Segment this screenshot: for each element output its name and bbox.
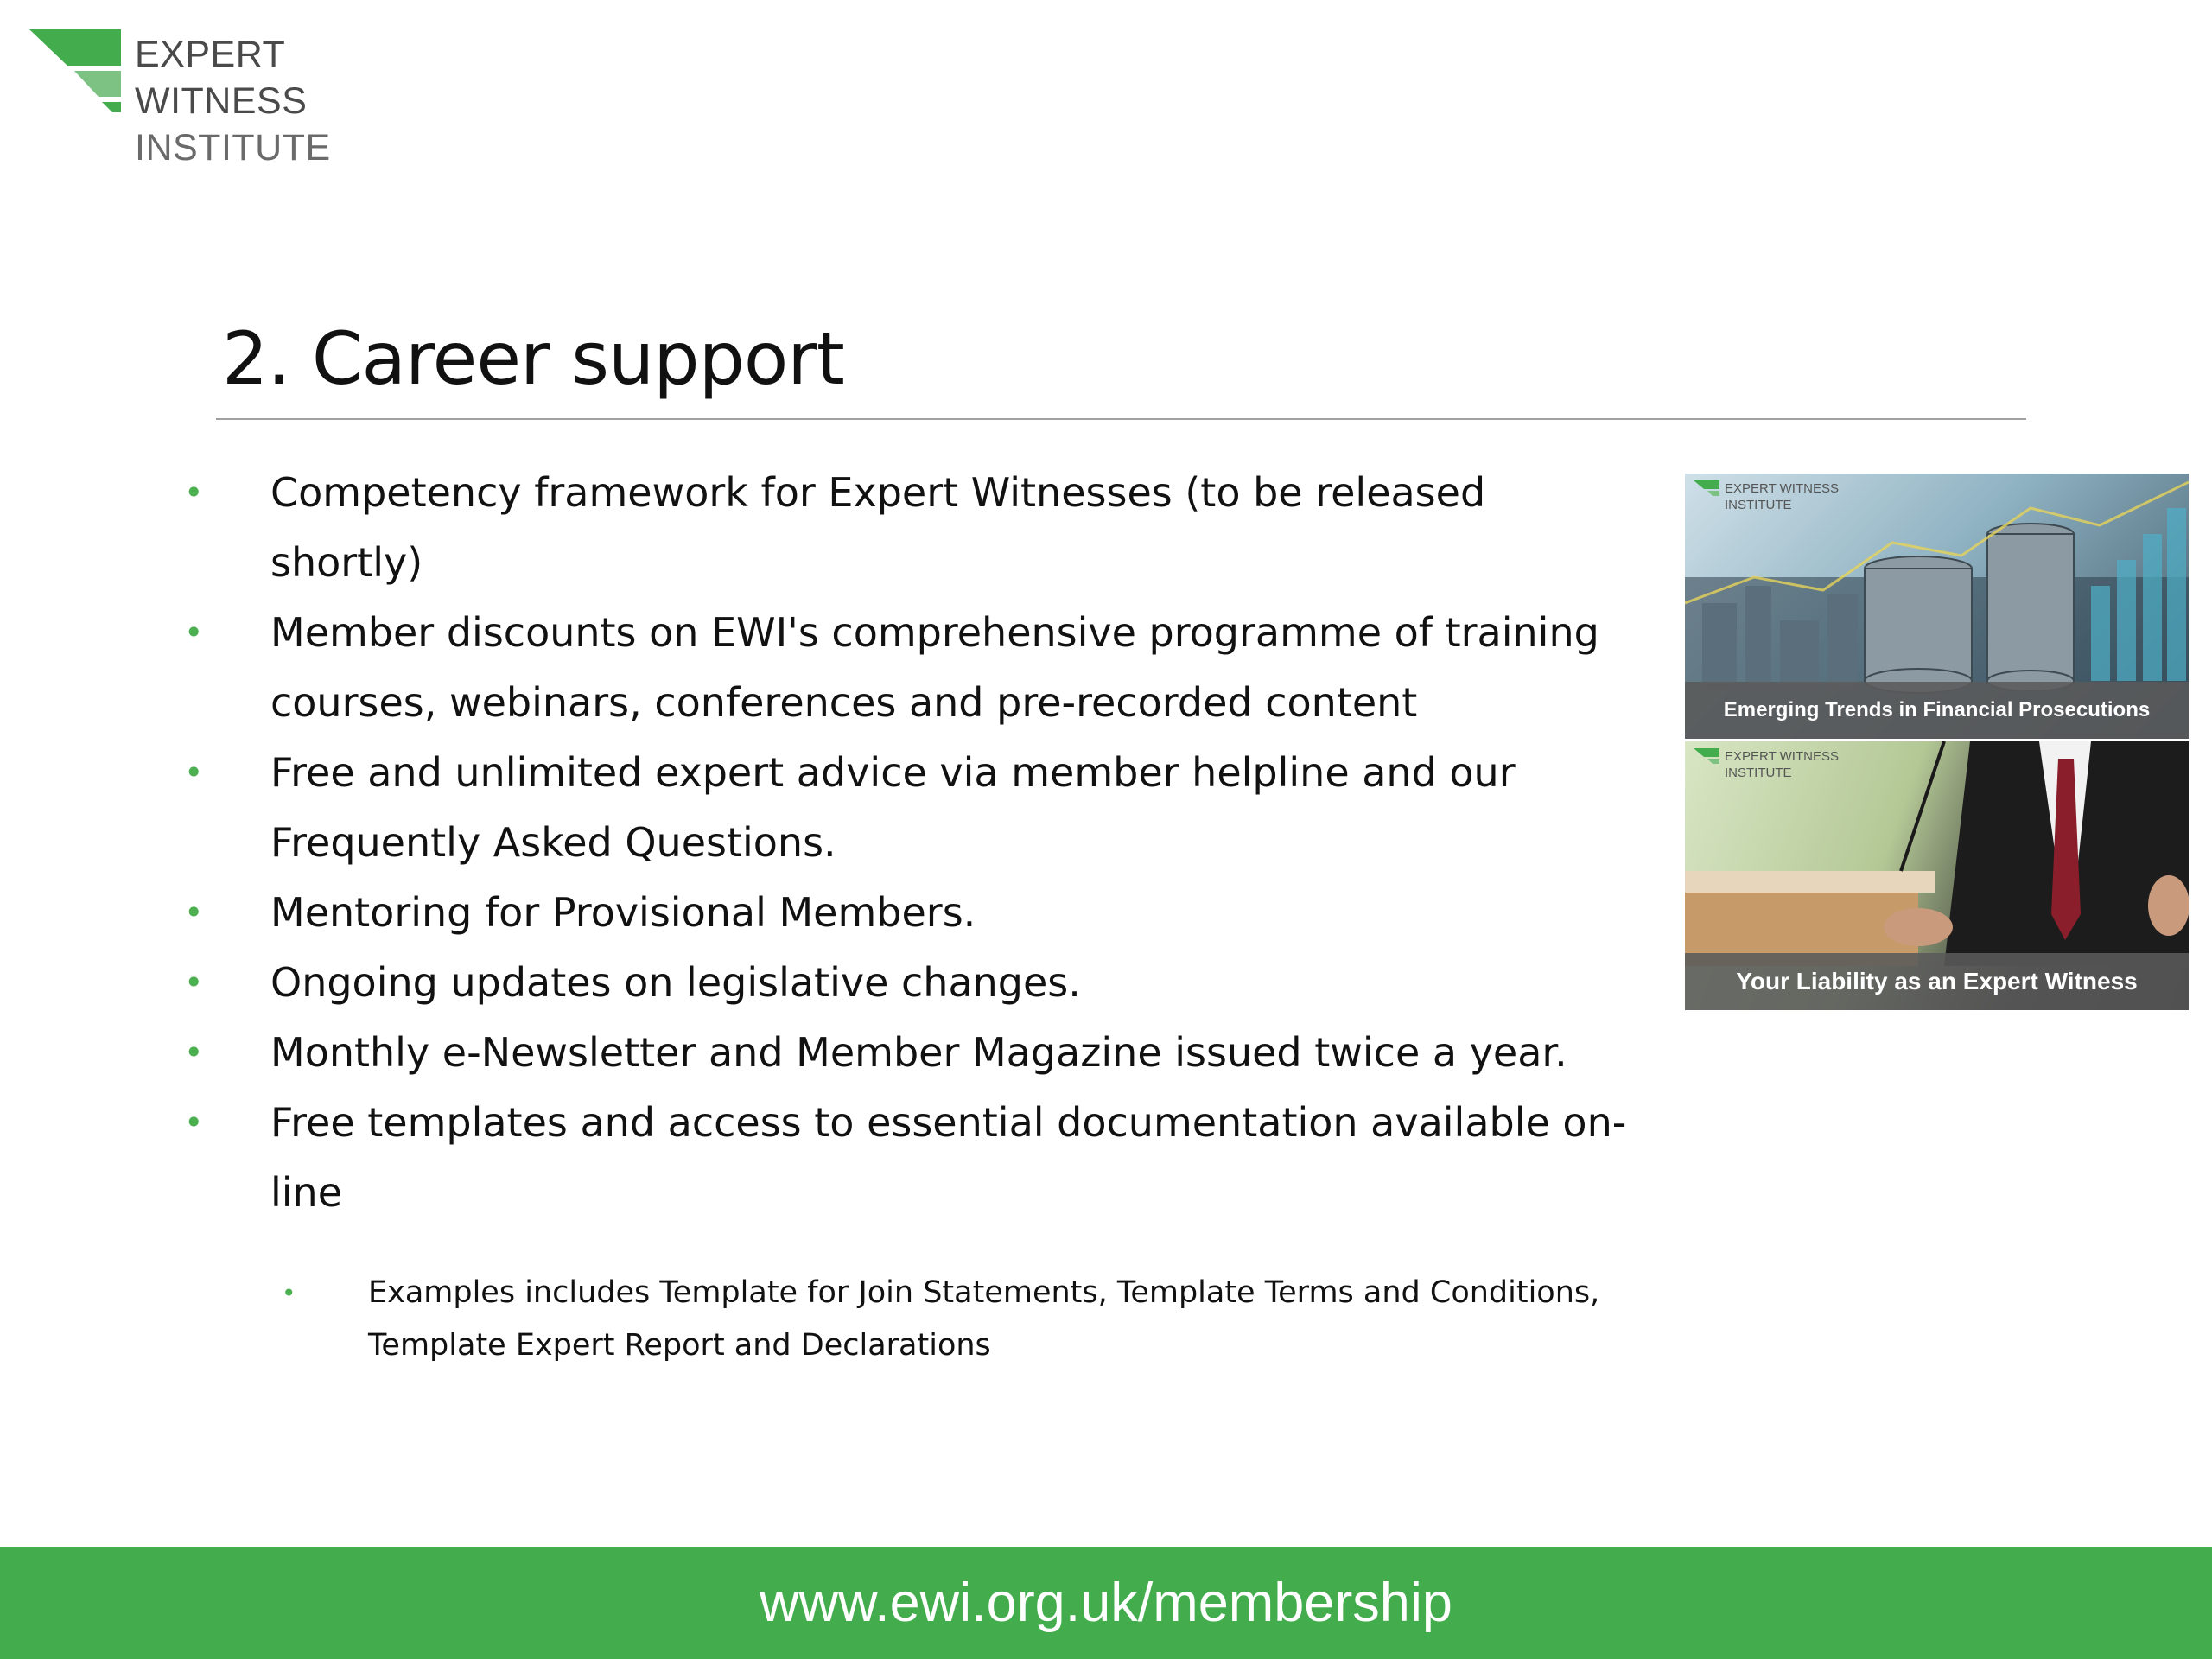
bullet-item	[173, 598, 1642, 738]
sub-bullet-item	[173, 1267, 1642, 1372]
card-brand-line-2: INSTITUTE	[1725, 498, 1792, 512]
bullet-dot-icon: •	[184, 753, 204, 791]
footer-banner	[0, 1547, 2212, 1659]
membership-url[interactable]: www.ewi.org.uk/membership	[760, 1573, 1452, 1633]
logo-line-1: EXPERT WITNESS	[135, 34, 308, 122]
logo-line-2: INSTITUTE	[135, 127, 331, 168]
bullet-dot-icon: •	[184, 1103, 204, 1141]
bullet-text: Monthly e-Newsletter and Member Magazine issued twice a year.	[270, 1029, 1567, 1076]
card-brand	[1694, 748, 1839, 781]
bullet-item	[173, 1018, 1642, 1088]
card-brand-line-1: EXPERT WITNESS	[1725, 749, 1839, 764]
bullet-text: Mentoring for Provisional Members.	[270, 889, 976, 936]
bullet-item	[173, 738, 1642, 878]
webinar-card-financial-prosecutions	[1685, 474, 2189, 739]
bullet-text: Free and unlimited expert advice via member helpline and our Frequently Asked Questions.	[270, 749, 1516, 866]
title-divider	[216, 418, 2026, 420]
bullet-dot-icon: •	[184, 963, 204, 1001]
bullet-text: Member discounts on EWI's comprehensive programme of training courses, webinars, conferences and pre-recorded content	[270, 609, 1599, 726]
bullet-dot-icon: •	[282, 1279, 296, 1307]
card-brand-line-1: EXPERT WITNESS	[1725, 481, 1839, 496]
bullet-text: Ongoing updates on legislative changes.	[270, 959, 1081, 1006]
card-brand	[1694, 480, 1839, 513]
bullet-dot-icon: •	[184, 474, 204, 512]
ewi-logo-mark-icon	[29, 29, 124, 116]
card-caption: Emerging Trends in Financial Prosecutions	[1685, 682, 2189, 739]
bullet-dot-icon: •	[184, 893, 204, 931]
bullet-list	[173, 458, 1642, 1372]
bullet-text: Free templates and access to essential documentation available on-line	[270, 1099, 1627, 1216]
bullet-dot-icon: •	[184, 613, 204, 652]
bullet-dot-icon: •	[184, 1033, 204, 1071]
ewi-small-logo-icon	[1694, 480, 1719, 496]
bullet-item	[173, 948, 1642, 1018]
slide-title: 2. Career support	[222, 316, 844, 401]
card-brand-line-2: INSTITUTE	[1725, 766, 1792, 780]
bullet-item	[173, 878, 1642, 948]
sub-bullet-text: Examples includes Template for Join Statements, Template Terms and Conditions, Template Expert Report and Declarations	[368, 1275, 1600, 1363]
bullet-item	[173, 458, 1642, 598]
bullet-item	[173, 1088, 1642, 1228]
webinar-card-liability	[1685, 741, 2189, 1010]
bullet-text: Competency framework for Expert Witnesses (to be released shortly)	[270, 469, 1486, 586]
ewi-logo	[29, 29, 461, 168]
card-caption: Your Liability as an Expert Witness	[1685, 953, 2189, 1010]
ewi-small-logo-icon	[1694, 748, 1719, 764]
logo-text	[135, 31, 461, 171]
